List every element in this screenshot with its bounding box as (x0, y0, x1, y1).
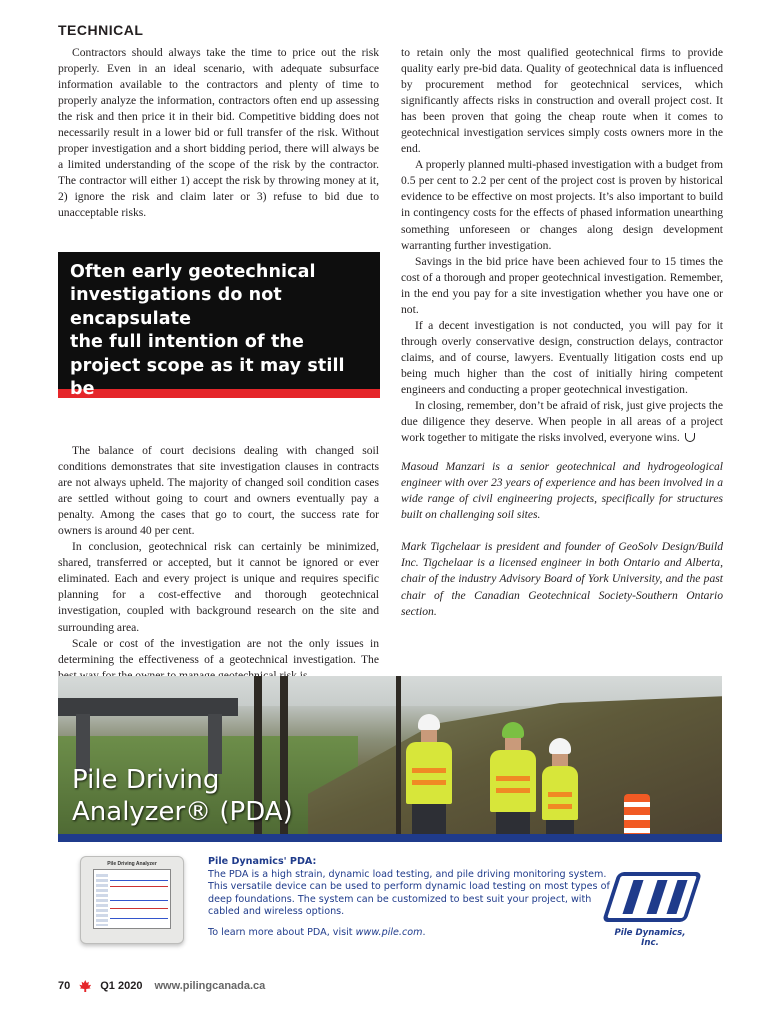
logo-name: Pile Dynamics, Inc. (614, 928, 686, 948)
issue-label: Q1 2020 (100, 980, 143, 992)
paragraph: to retain only the most qualified geotechnical firms to provide quality early pre-bid data. Quality of geotechnical data is influenced by procurement method for geotechnical services, which significantly affects risks in construction and overall project cost. It has been proven that going the cheap route when it comes to geotechnical investigation services simply costs owners more in the end. (401, 46, 723, 156)
advertisement[interactable] (58, 676, 722, 952)
paragraph: The balance of court decisions dealing with changed soil conditions demonstrates that site investigation clauses in contracts are not always upheld. The majority of changed soil condition cases are settled without going to court and owners eventually pay a penalty. Among the cases that go to court, the success rate for owners is around 40 per cent. (58, 444, 379, 538)
ad-heading: Pile Dynamics' PDA: (208, 856, 317, 867)
pull-quote (58, 252, 380, 423)
closing-paragraph (401, 398, 723, 446)
ad-copy (208, 856, 618, 940)
article-column-left-bottom (58, 443, 379, 684)
paragraph-text: In closing, remember, don’t be afraid of risk, just give projects the due diligence they deserve. When people in all areas of a project work together to mitigate the risks involved, everyone wins. (401, 399, 723, 445)
pull-quote-text: Often early geotechnical investigations do not encapsulate the full intention of the project scope as it may still be in development. (70, 262, 345, 423)
paragraph: Contractors should always take the time to price out the risk properly. Even in an ideal scenario, with adequate subsurface information available to the contractors and plenty of time to properly analyze the information, contractors often end up assessing the risk and then price it in their bid. Competitive bidding does not necessarily result in a lower bid or full transfer of the risk. Without proper investigation and a short bidding period, there will always be a limited understanding of the scope of the risk by the contractor. The contractor will either 1) accept the risk by throwing money at it, 2) ignore the risk and claim later or 3) refuse to bid due to unacceptable risks. (58, 46, 379, 220)
end-mark-icon (685, 433, 695, 442)
page-number: 70 (58, 980, 71, 992)
pile-dynamics-logo (606, 872, 694, 948)
ad-title: Pile Driving Analyzer® (PDA) (72, 765, 293, 827)
pda-device-image (80, 856, 184, 944)
ad-body: The PDA is a high strain, dynamic load testing, and pile driving monitoring system. This versatile device can be used to perform dynamic load testing on most types of deep foundations. The system can be customized to best suit your project, with cabled and wireless options. (208, 868, 610, 918)
maple-leaf-icon (79, 980, 91, 992)
article-column-left-top (58, 45, 379, 222)
worker-figure (406, 714, 452, 834)
paragraph: If a decent investigation is not conducted, you will pay for it through overly conservative design, construction delays, contractor claims, and of course, lawyers. Eventually litigation costs end up being much higher than the cost of initially hiring competent engineers and conducting a proper geotechnical investigation. (401, 318, 723, 396)
ad-photo (58, 676, 722, 834)
author-bio: Masoud Manzari is a senior geotechnical and hydrogeological engineer with over 23 years of experience and has been involved in a wide range of civil engineering projects, specifically for structures built on challenging soil sites. (401, 460, 723, 522)
ad-link-line (208, 927, 618, 940)
paragraph: Savings in the bid price have been achieved four to 15 times the cost of a thorough and proper geotechnical investigation. Remember, in the end you pay for a site investigation whether you have one or not. (401, 254, 723, 316)
paragraph: Scale or cost of the investigation are not the only issues in determining the effectiveness of a geotechnical investigation. The (58, 636, 379, 666)
paragraph: In conclusion, geotechnical risk can certainly be minimized, shared, transferred or accepted, but it cannot be ignored or ever eliminated. Each and every project is unique and requires specific planning for a cost-effective and thorough geotechnical investigation, coupled with background research on the site and surrounding area. (58, 540, 379, 634)
traffic-cone (624, 794, 650, 834)
ad-link-suffix: . (422, 926, 426, 938)
worker-figure (542, 738, 578, 834)
worker-figure (490, 722, 536, 834)
author-bio: Mark Tigchelaar is president and founder of GeoSolv Design/Build Inc. Tigchelaar is a licensed engineer in both Ontario and Alberta, chair of the industry Advisory Board of York University, and the past chair of the Canadian Geotechnical Society-Southern Ontario section. (401, 540, 723, 618)
page-footer (58, 980, 265, 992)
section-tag: TECHNICAL (58, 22, 144, 38)
ad-link-prefix: To learn more about PDA, visit (208, 926, 356, 938)
article-column-right (401, 45, 723, 620)
paragraph: A properly planned multi-phased investigation with a budget from 0.5 per cent to 2.2 per cent of the project cost is proven by historical evidence to be effective on most projects. It’s also important to build in contingency costs for the effects of phased information unearthing something unforeseen or changes along design development warranting further investigation. (401, 158, 723, 252)
device-label: Pile Driving Analyzer (107, 861, 157, 867)
website-link[interactable]: www.pilingcanada.ca (154, 980, 266, 992)
ad-link[interactable]: www.pile.com (355, 926, 423, 938)
ad-divider (58, 834, 722, 842)
